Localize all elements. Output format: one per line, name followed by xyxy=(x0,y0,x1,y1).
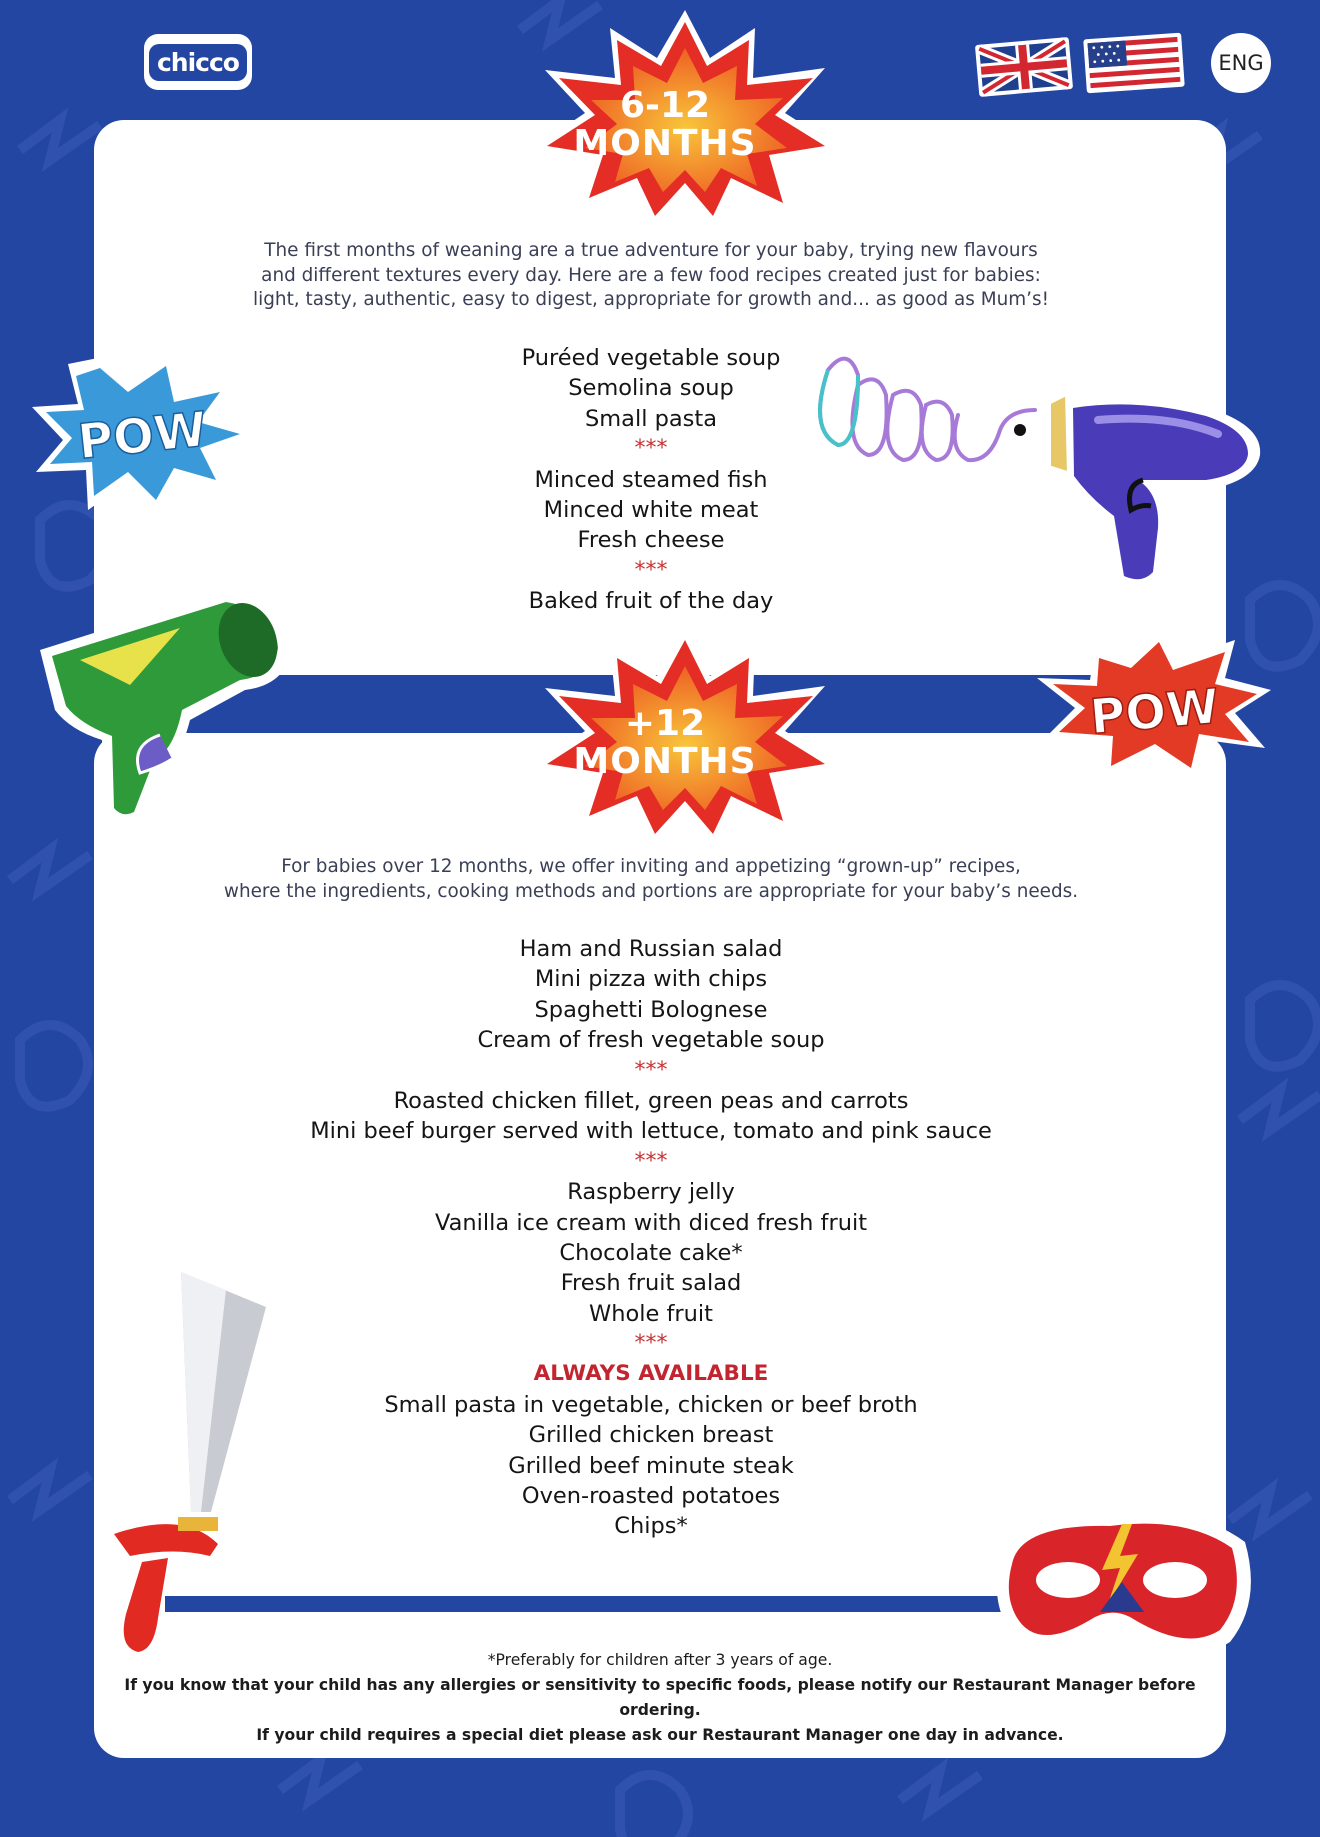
ray-gun-purple-icon xyxy=(808,330,1283,605)
badge-12-plus xyxy=(535,705,795,781)
intro-12-plus xyxy=(150,855,1152,904)
superhero-mask-icon xyxy=(990,1502,1260,1667)
menu-item: Vanilla ice cream with diced fresh fruit xyxy=(434,1209,868,1236)
menu-item: Raspberry jelly xyxy=(567,1179,735,1206)
language-button[interactable]: ENG xyxy=(1211,33,1271,93)
menu-item: Grilled beef minute steak xyxy=(508,1452,794,1479)
menu-item: Puréed vegetable soup xyxy=(521,345,781,371)
intro-line: The first months of weaning are a true adventure for your baby, trying new flavours xyxy=(264,240,1038,261)
menu-item: Chips* xyxy=(614,1513,688,1540)
uk-flag-icon[interactable] xyxy=(974,36,1074,98)
intro-line: where the ingredients, cooking methods and portions are appropriate for your baby’s needs. xyxy=(223,880,1079,902)
menu-item: Baked fruit of the day xyxy=(528,588,774,615)
menu-item: Semolina soup xyxy=(568,375,734,402)
menu-item: Grilled chicken breast xyxy=(528,1422,774,1449)
badge-unit: MONTHS xyxy=(573,741,757,782)
menu-item: Spaghetti Bolognese xyxy=(534,996,768,1023)
special-diet-notice: If your child requires a special diet please ask our Restaurant Manager one day in advance. xyxy=(256,1726,1064,1744)
always-available-heading: ALWAYS AVAILABLE xyxy=(533,1361,769,1387)
footnote: *Preferably for children after 3 years of age. xyxy=(487,1651,833,1669)
menu-item: Fresh fruit salad xyxy=(560,1270,742,1297)
intro-line: For babies over 12 months, we offer inviting and appetizing “grown-up” recipes, xyxy=(281,856,1021,877)
badge-age-range: 6-12 xyxy=(619,85,711,126)
menu-separator: *** xyxy=(634,1057,668,1083)
menu-separator: *** xyxy=(634,557,668,583)
menu-item: Mini pizza with chips xyxy=(534,966,768,993)
logo-text: chicco xyxy=(149,44,247,81)
menu-separator: *** xyxy=(634,1331,668,1357)
menu-item: Ham and Russian salad xyxy=(519,936,783,962)
pow-red-icon xyxy=(1035,628,1275,788)
pow-right-text: POW xyxy=(1087,678,1222,746)
menu-item: Minced steamed fish xyxy=(534,466,768,493)
menu-separator: *** xyxy=(634,436,668,462)
menu-item: Small pasta xyxy=(584,405,718,432)
menu-item: Chocolate cake* xyxy=(559,1239,743,1266)
menu-item: Small pasta in vegetable, chicken or beef broth xyxy=(384,1391,918,1418)
menu-item: Fresh cheese xyxy=(577,527,725,554)
badge-age-range: +12 xyxy=(624,703,706,744)
menu-item: Roasted chicken fillet, green peas and carrots xyxy=(393,1087,909,1114)
menu-item: Cream of fresh vegetable soup xyxy=(477,1027,825,1054)
menu-item: Mini beef burger served with lettuce, tomato and pink sauce xyxy=(310,1118,992,1145)
menu-item: Oven-roasted potatoes xyxy=(521,1483,781,1510)
badge-unit: MONTHS xyxy=(573,123,757,164)
intro-line: and different textures every day. Here are a few food recipes created just for babies: xyxy=(261,264,1041,286)
intro-line: light, tasty, authentic, easy to digest, appropriate for growth and... as good as Mum’s! xyxy=(253,289,1049,310)
ray-gun-green-icon xyxy=(30,590,300,830)
allergy-notice: If you know that your child has any allergies or sensitivity to specific foods, please notify our Restaurant Manager before ordering. xyxy=(124,1676,1196,1719)
us-flag-icon[interactable] xyxy=(1082,30,1187,96)
menu-item: Minced white meat xyxy=(543,496,759,523)
menu-item: Whole fruit xyxy=(588,1300,714,1327)
menu-12-plus xyxy=(250,934,1052,1542)
pow-left-text: POW xyxy=(75,401,210,471)
footer-divider-stripe xyxy=(165,1596,1025,1612)
menu-separator: *** xyxy=(634,1148,668,1174)
pow-blue-icon xyxy=(28,352,260,517)
badge-6-12 xyxy=(535,87,795,163)
sword-icon xyxy=(66,1262,286,1672)
intro-6-12 xyxy=(200,239,1102,313)
chicco-logo xyxy=(144,34,252,90)
